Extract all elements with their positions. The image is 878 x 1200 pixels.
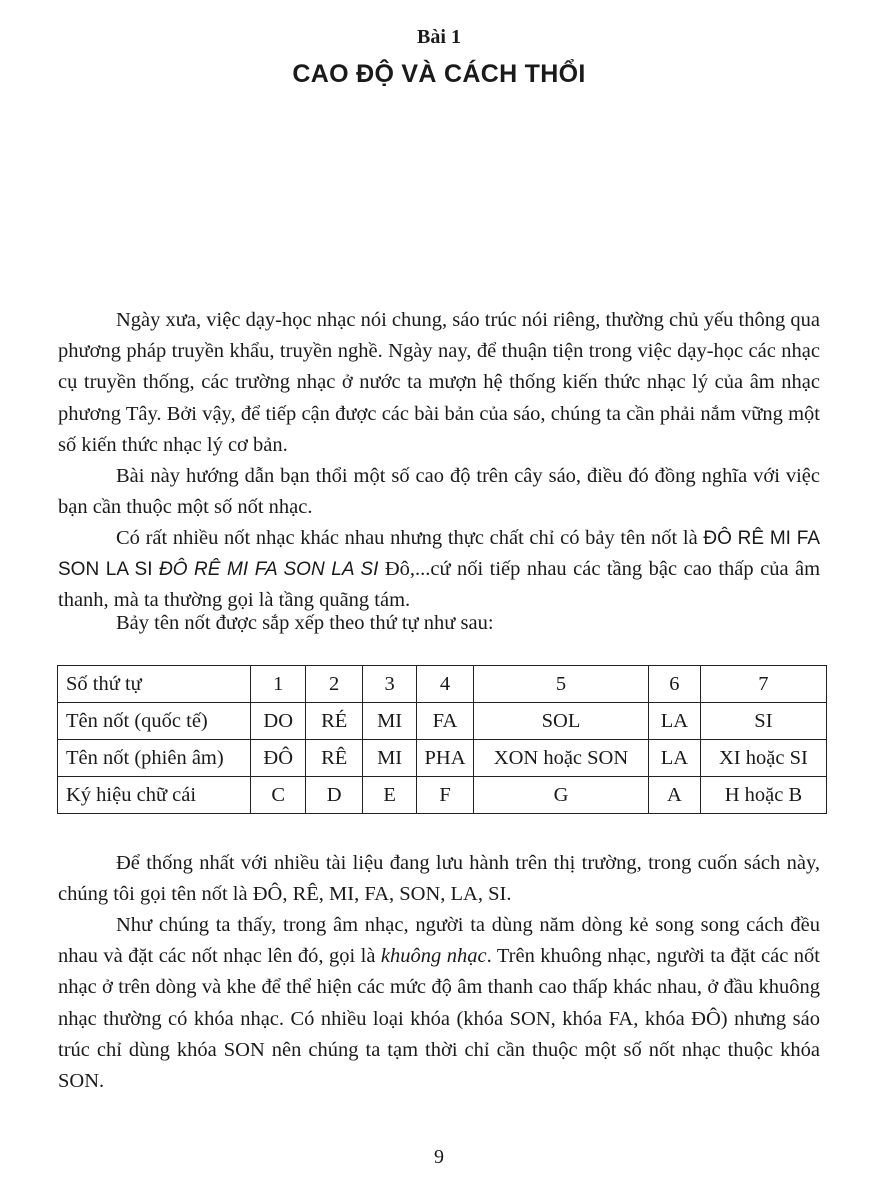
table-cell: H hoặc B xyxy=(700,777,826,814)
table-cell: G xyxy=(474,777,649,814)
paragraph-staff xyxy=(58,910,820,1097)
table-cell: 6 xyxy=(648,666,700,703)
table-cell: LA xyxy=(648,703,700,740)
table-cell: 4 xyxy=(417,666,474,703)
paragraph-lesson-purpose: Bài này hướng dẫn bạn thổi một số cao độ trên cây sáo, điều đó đồng nghĩa với việc bạn cần thuộc một số nốt nhạc. xyxy=(58,465,820,519)
table-row xyxy=(58,666,827,703)
lesson-number: Bài 1 xyxy=(417,26,461,48)
paragraph-staff-text-b: . Trên khuông nhạc, người ta đặt các nốt nhạc ở trên dòng và khe để thể hiện các mức độ âm thanh cao thấp khác nhau, ở đầu khuông nhạc thường có khóa nhạc. Có nhiều loại khóa (khóa SON, khóa FA, khóa ĐÔ) nhưng sáo trúc chỉ dùng khóa SON nên chúng ta tạm thời chỉ cần thuộc một số nốt nhạc thuộc khóa SON. xyxy=(58,945,820,1093)
note-names-italic: ĐÔ RÊ MI FA SON LA SI xyxy=(158,559,379,581)
table-cell: LA xyxy=(648,740,700,777)
table-row xyxy=(58,740,827,777)
table-cell: C xyxy=(251,777,306,814)
table-cell: ĐÔ xyxy=(251,740,306,777)
table-cell: A xyxy=(648,777,700,814)
table-cell: 1 xyxy=(251,666,306,703)
table-cell: 3 xyxy=(363,666,417,703)
table-cell: RÊ xyxy=(306,740,363,777)
page-title: CAO ĐỘ VÀ CÁCH THỔI xyxy=(292,60,586,88)
table-cell: XI hoặc SI xyxy=(700,740,826,777)
table-cell: F xyxy=(417,777,474,814)
row-label: Số thứ tự xyxy=(58,666,251,703)
paragraph-table-intro: Bảy tên nốt được sắp xếp theo thứ tự như sau: xyxy=(116,612,494,634)
table-cell: MI xyxy=(363,740,417,777)
page-number: 9 xyxy=(434,1146,444,1168)
table-row xyxy=(58,703,827,740)
paragraph-seven-notes xyxy=(58,523,820,617)
table-cell: 5 xyxy=(474,666,649,703)
table-row xyxy=(58,777,827,814)
paragraph-intro: Ngày xưa, việc dạy-học nhạc nói chung, sáo trúc nói riêng, thường chủ yếu thông qua phương pháp truyền khẩu, truyền nghề. Ngày nay, để thuận tiện trong việc dạy-học các nhạc cụ truyền thống, các trường nhạc ở nước ta mượn hệ thống kiến thức nhạc lý của âm nhạc phương Tây. Bởi vậy, để tiếp cận được các bài bản của sáo, chúng ta cần phải nắm vững một số kiến thức nhạc lý cơ bản. xyxy=(58,309,820,456)
table-cell: DO xyxy=(251,703,306,740)
row-label: Ký hiệu chữ cái xyxy=(58,777,251,814)
table-cell: FA xyxy=(417,703,474,740)
paragraph-staff-text-a: Như chúng ta thấy, trong âm nhạc, người ta dùng năm dòng kẻ song song cách đều nhau và đặt các nốt nhạc lên đó, gọi là xyxy=(58,914,820,968)
table-cell: 2 xyxy=(306,666,363,703)
table-cell: D xyxy=(306,777,363,814)
paragraph-seven-notes-text-b: Đô,...cứ nối tiếp nhau các tầng bậc cao thấp của âm thanh, mà ta thường gọi là tầng quãng tám. xyxy=(58,558,821,612)
note-names-table xyxy=(57,665,827,814)
table-cell: E xyxy=(363,777,417,814)
table-cell: PHA xyxy=(417,740,474,777)
paragraph-seven-notes-text-a: Có rất nhiều nốt nhạc khác nhau nhưng thực chất chỉ có bảy tên nốt là xyxy=(116,527,704,549)
row-label: Tên nốt (quốc tế) xyxy=(58,703,251,740)
table-cell: RÉ xyxy=(306,703,363,740)
paragraph-naming-convention: Để thống nhất với nhiều tài liệu đang lưu hành trên thị trường, trong cuốn sách này, chúng tôi gọi tên nốt là ĐÔ, RÊ, MI, FA, SON, LA, SI. xyxy=(58,852,820,906)
staff-term: khuông nhạc xyxy=(380,945,487,968)
note-names-regular: ĐÔ RÊ MI FA SON LA SI xyxy=(58,528,820,581)
table-cell: SI xyxy=(700,703,826,740)
table-cell: 7 xyxy=(700,666,826,703)
table-cell: MI xyxy=(363,703,417,740)
table-cell: XON hoặc SON xyxy=(474,740,649,777)
table-cell: SOL xyxy=(474,703,649,740)
row-label: Tên nốt (phiên âm) xyxy=(58,740,251,777)
